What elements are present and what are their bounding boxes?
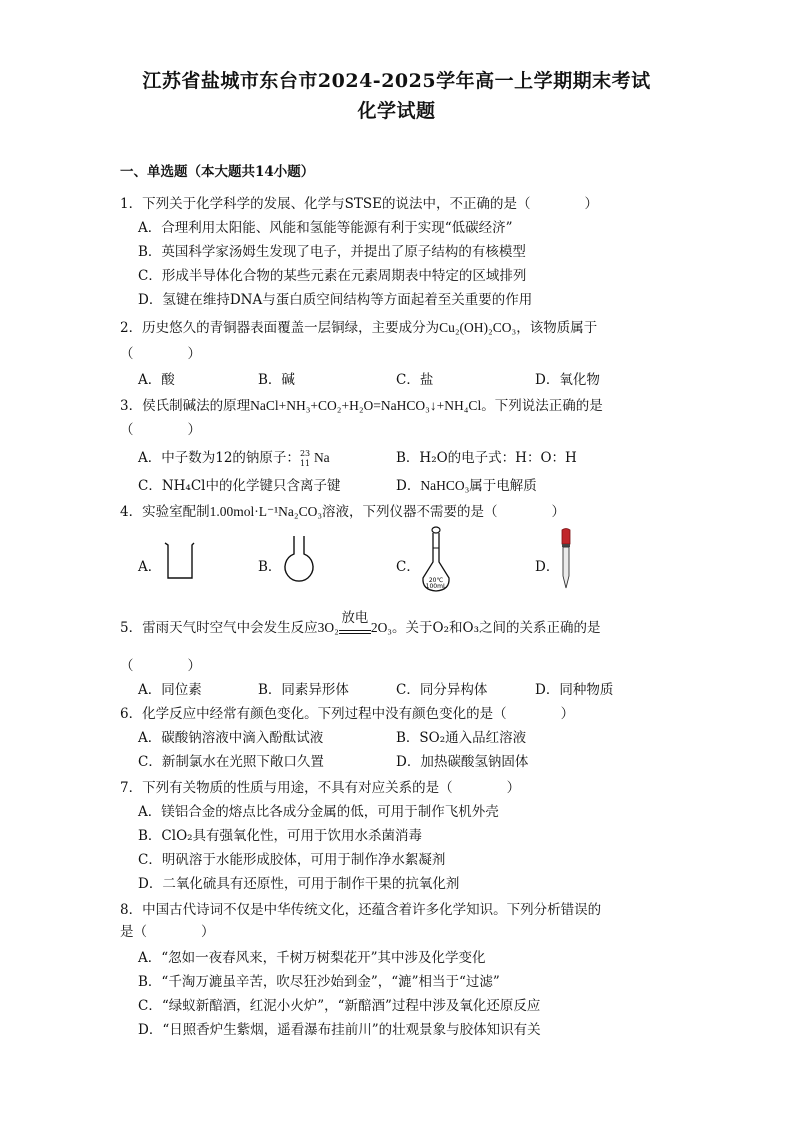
question-3-option-d-text: 属于电解质 (469, 478, 537, 494)
sodium-bicarbonate-formula: NaHCO₃ (420, 478, 470, 493)
discharge-label: 放电 (341, 609, 369, 626)
question-8-option-d: D．“日照香炉生紫烟，遥看瀑布挂前川”的壮观景象与胶体知识有关 (138, 1022, 541, 1038)
flask-volume-label: 100mL (425, 583, 447, 590)
question-3-option-b: B．H₂O的电子式：H：O：H (396, 450, 577, 466)
question-4-option-c: C． (396, 559, 420, 575)
question-1-option-b: B．英国科学家汤姆生发现了电子，并提出了原子结构的有核模型 (138, 244, 526, 260)
question-5-option-d: D．同种物质 (535, 682, 614, 698)
question-7-option-c: C．明矾溶于水能形成胶体，可用于制作净水絮凝剂 (138, 852, 446, 868)
question-3-paren: （ ） (120, 422, 201, 438)
question-5-option-b: B．同素异形体 (258, 682, 349, 698)
volumetric-flask-icon (418, 526, 454, 596)
mass-number: 23 (299, 448, 311, 458)
question-1-option-c: C．形成半导体化合物的某些元素在元素周期表中特定的区域排列 (138, 268, 527, 284)
question-2-option-d: D．氧化物 (535, 372, 600, 388)
question-5-option-c: C．同分异构体 (396, 682, 488, 698)
question-5-stem (120, 609, 601, 636)
question-6-option-c: C．新制氯水在光照下敞口久置 (138, 754, 324, 770)
question-1-stem: 1．下列关于化学科学的发展、化学与STSE的说法中，不正确的是（ ） (120, 196, 598, 212)
exam-subject: 化学试题 (357, 100, 436, 122)
question-3-option-a-text: A．中子数为12的钠原子： (138, 450, 300, 466)
question-2-stem (120, 316, 597, 336)
question-6-option-a: A．碳酸钠溶液中滴入酚酞试液 (138, 730, 324, 746)
question-3-option-d (396, 474, 537, 494)
question-4-stem (120, 500, 565, 520)
question-2-stem-text: 2．历史悠久的青铜器表面覆盖一层铜绿，主要成分为 (120, 320, 440, 336)
question-7-option-d: D．二氧化硫具有还原性，可用于制作干果的抗氧化剂 (138, 876, 460, 892)
atomic-number: 11 (299, 458, 311, 468)
round-flask-icon (279, 534, 319, 586)
question-4-option-a: A． (138, 559, 162, 575)
question-7-option-b: B．ClO₂具有强氧化性，可用于饮用水杀菌消毒 (138, 828, 423, 844)
discharge-condition-arrow (339, 609, 371, 634)
question-8-option-a: A．“忽如一夜春风来，千树万树梨花开”其中涉及化学变化 (138, 950, 486, 966)
question-5-option-a: A．同位素 (138, 682, 202, 698)
question-6-stem: 6．化学反应中经常有颜色变化。下列过程中没有颜色变化的是（ ） (120, 706, 575, 722)
question-4-stem-tail: 溶液，下列仪器不需要的是（ ） (322, 504, 566, 520)
question-5-stem-text: 5．雷雨天气时空气中会发生反应 (120, 620, 318, 636)
oxygen-reactant: 3O₂ (317, 620, 339, 635)
question-5-stem-tail: 。关于O₂和O₃之间的关系正确的是 (392, 620, 601, 636)
question-3-option-a (138, 446, 330, 466)
question-7-option-a: A．镁铝合金的熔点比各成分金属的低，可用于制作飞机外壳 (138, 804, 499, 820)
copper-carbonate-formula: Cu₂(OH)₂CO₃ (439, 320, 517, 335)
question-6-option-b: B．SO₂通入品红溶液 (396, 730, 527, 746)
question-8-option-c: C．“绿蚁新醅酒，红泥小火炉”，“新醅酒”过程中涉及氧化还原反应 (138, 998, 541, 1014)
dropper-icon (558, 528, 574, 592)
question-8-stem-line1: 8．中国古代诗词不仅是中华传统文化，还蕴含着许多化学知识。下列分析错误的 (120, 902, 602, 918)
question-2-option-c: C．盐 (396, 372, 434, 388)
sodium-symbol: Na (313, 450, 330, 465)
question-3-stem-text: 3．侯氏制碱法的原理 (120, 398, 251, 414)
question-4-option-b: B． (258, 559, 282, 575)
section-heading: 一、单选题（本大题共14小题） (120, 164, 315, 180)
question-4-stem-text: 4．实验室配制 (120, 504, 210, 520)
question-6-option-d: D．加热碳酸氢钠固体 (396, 754, 529, 770)
question-4-option-d: D． (535, 559, 560, 575)
solvay-equation: NaCl+NH₃+CO₂+H₂O=NaHCO₃↓+NH₄Cl (250, 398, 482, 413)
flask-temperature-label: 20℃ (428, 577, 444, 584)
exam-title: 江苏省盐城市东台市2024-2025学年高一上学期期末考试 (142, 70, 651, 92)
question-7-stem: 7．下列有关物质的性质与用途，不具有对应关系的是（ ） (120, 780, 521, 796)
question-2-stem-tail: ，该物质属于 (516, 320, 598, 336)
question-1-option-a: A．合理利用太阳能、风能和氢能等能源有利于实现“低碳经济” (138, 220, 513, 236)
question-3-stem (120, 394, 603, 414)
question-2-paren: （ ） (120, 346, 201, 362)
question-1-option-d: D．氢键在维持DNA与蛋白质空间结构等方面起着至关重要的作用 (138, 292, 533, 308)
question-8-option-b: B．“千淘万漉虽辛苦，吹尽狂沙始到金”，“漉”相当于“过滤” (138, 974, 500, 990)
beaker-icon (162, 540, 196, 582)
question-8-stem-line2: 是（ ） (120, 924, 215, 940)
concentration-formula: 1.00mol·L⁻¹Na₂CO₃ (209, 504, 323, 519)
question-2-option-b: B．碱 (258, 372, 295, 388)
question-5-paren: （ ） (120, 658, 201, 674)
question-3-option-d-label: D． (396, 478, 421, 494)
question-3-stem-tail: 。下列说法正确的是 (481, 398, 603, 414)
question-2-option-a: A．酸 (138, 372, 175, 388)
sodium-isotope-notation (299, 448, 314, 468)
question-3-option-c: C．NH₄Cl中的化学键只含离子键 (138, 478, 341, 494)
ozone-product: 2O₃ (370, 620, 393, 635)
